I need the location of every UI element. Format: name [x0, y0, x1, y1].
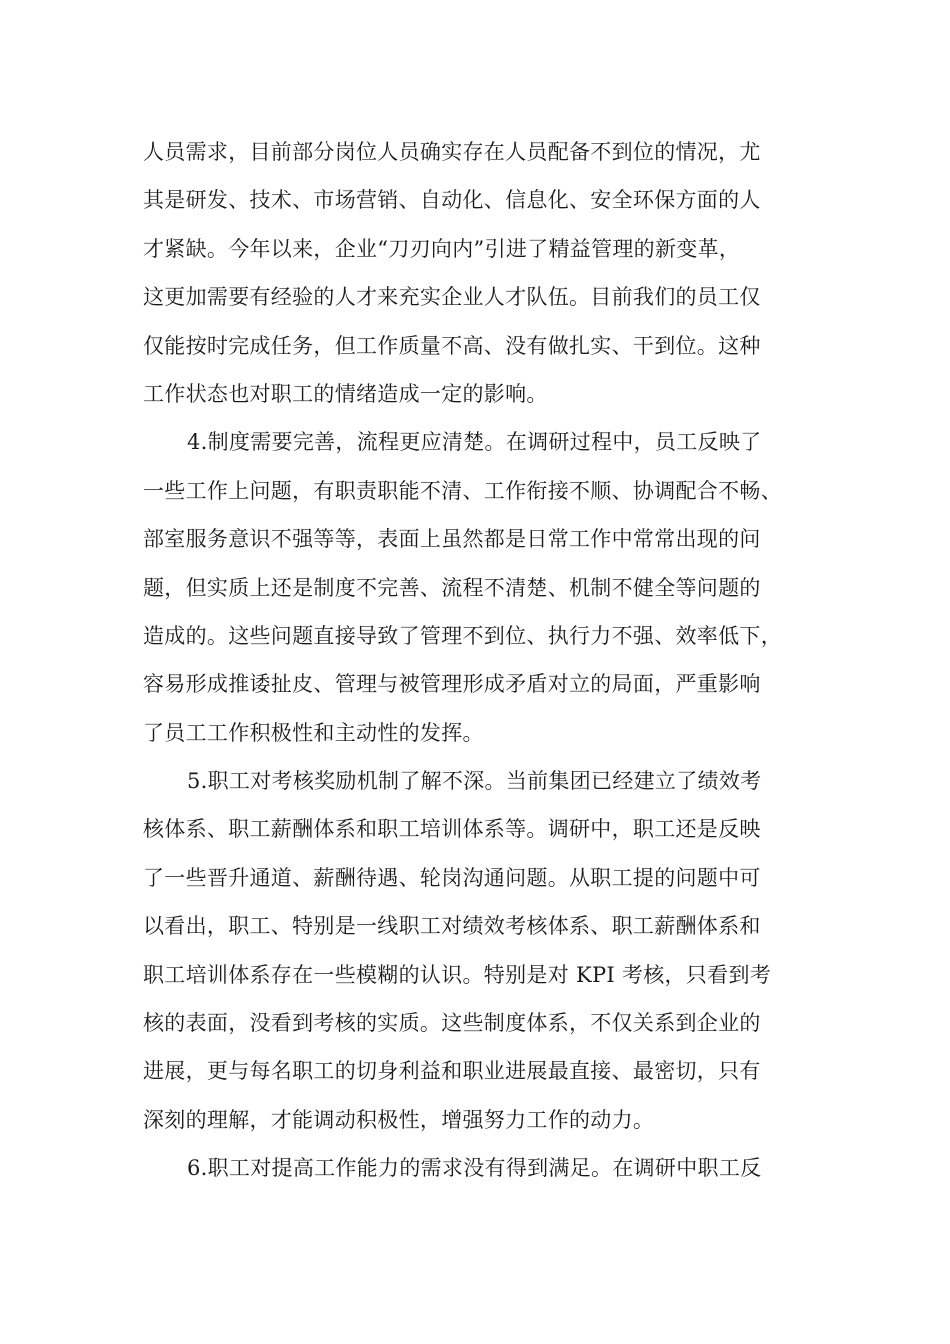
text-line: 部室服务意识不强等等，表面上虽然都是日常工作中常常出现的问: [143, 527, 761, 552]
text-line: 5.职工对考核奖励机制了解不深。当前集团已经建立了绩效考: [187, 769, 762, 794]
text-line: 仅能按时完成任务，但工作质量不高、没有做扎实、干到位。这种: [143, 333, 761, 358]
text-line: 才紧缺。今年以来，企业“刀刃向内”引进了精益管理的新变革，: [143, 236, 741, 261]
text-line: 这更加需要有经验的人才来充实企业人才队伍。目前我们的员工仅: [143, 285, 761, 310]
text-line: 题，但实质上还是制度不完善、流程不清楚、机制不健全等问题的: [143, 575, 761, 600]
text-line: 进展，更与每名职工的切身利益和职业进展最直接、最密切，只有: [143, 1059, 761, 1084]
document-body: [143, 128, 823, 1193]
text-line: 深刻的理解，才能调动积极性，增强努力工作的动力。: [143, 1107, 655, 1132]
text-line: 了一些晋升通道、薪酬待遇、轮岗沟通问题。从职工提的问题中可: [143, 865, 761, 890]
text-line: 工作状态也对职工的情绪造成一定的影响。: [143, 381, 548, 406]
text-line: 一些工作上问题，有职责职能不清、工作衔接不顺、协调配合不畅、: [143, 478, 782, 503]
text-line: 6.职工对提高工作能力的需求没有得到满足。在调研中职工反: [187, 1156, 762, 1181]
text-line: 其是研发、技术、市场营销、自动化、信息化、安全环保方面的人: [143, 188, 761, 213]
text-line: 了员工工作积极性和主动性的发挥。: [143, 720, 484, 745]
text-line: 容易形成推诿扯皮、管理与被管理形成矛盾对立的局面，严重影响: [143, 672, 761, 697]
text-line: 人员需求，目前部分岗位人员确实存在人员配备不到位的情况，尤: [143, 140, 761, 164]
text-line: 职工培训体系存在一些模糊的认识。特别是对 KPI 考核，只看到考: [143, 962, 772, 987]
text-line: 以看出，职工、特别是一线职工对绩效考核体系、职工薪酬体系和: [143, 914, 761, 939]
text-line: 核体系、职工薪酬体系和职工培训体系等。调研中，职工还是反映: [143, 817, 761, 842]
text-line: 造成的。这些问题直接导致了管理不到位、执行力不强、效率低下，: [143, 623, 782, 648]
text-line: 4.制度需要完善，流程更应清楚。在调研过程中，员工反映了: [187, 430, 762, 455]
text-line: 核的表面，没看到考核的实质。这些制度体系，不仅关系到企业的: [143, 1011, 761, 1036]
